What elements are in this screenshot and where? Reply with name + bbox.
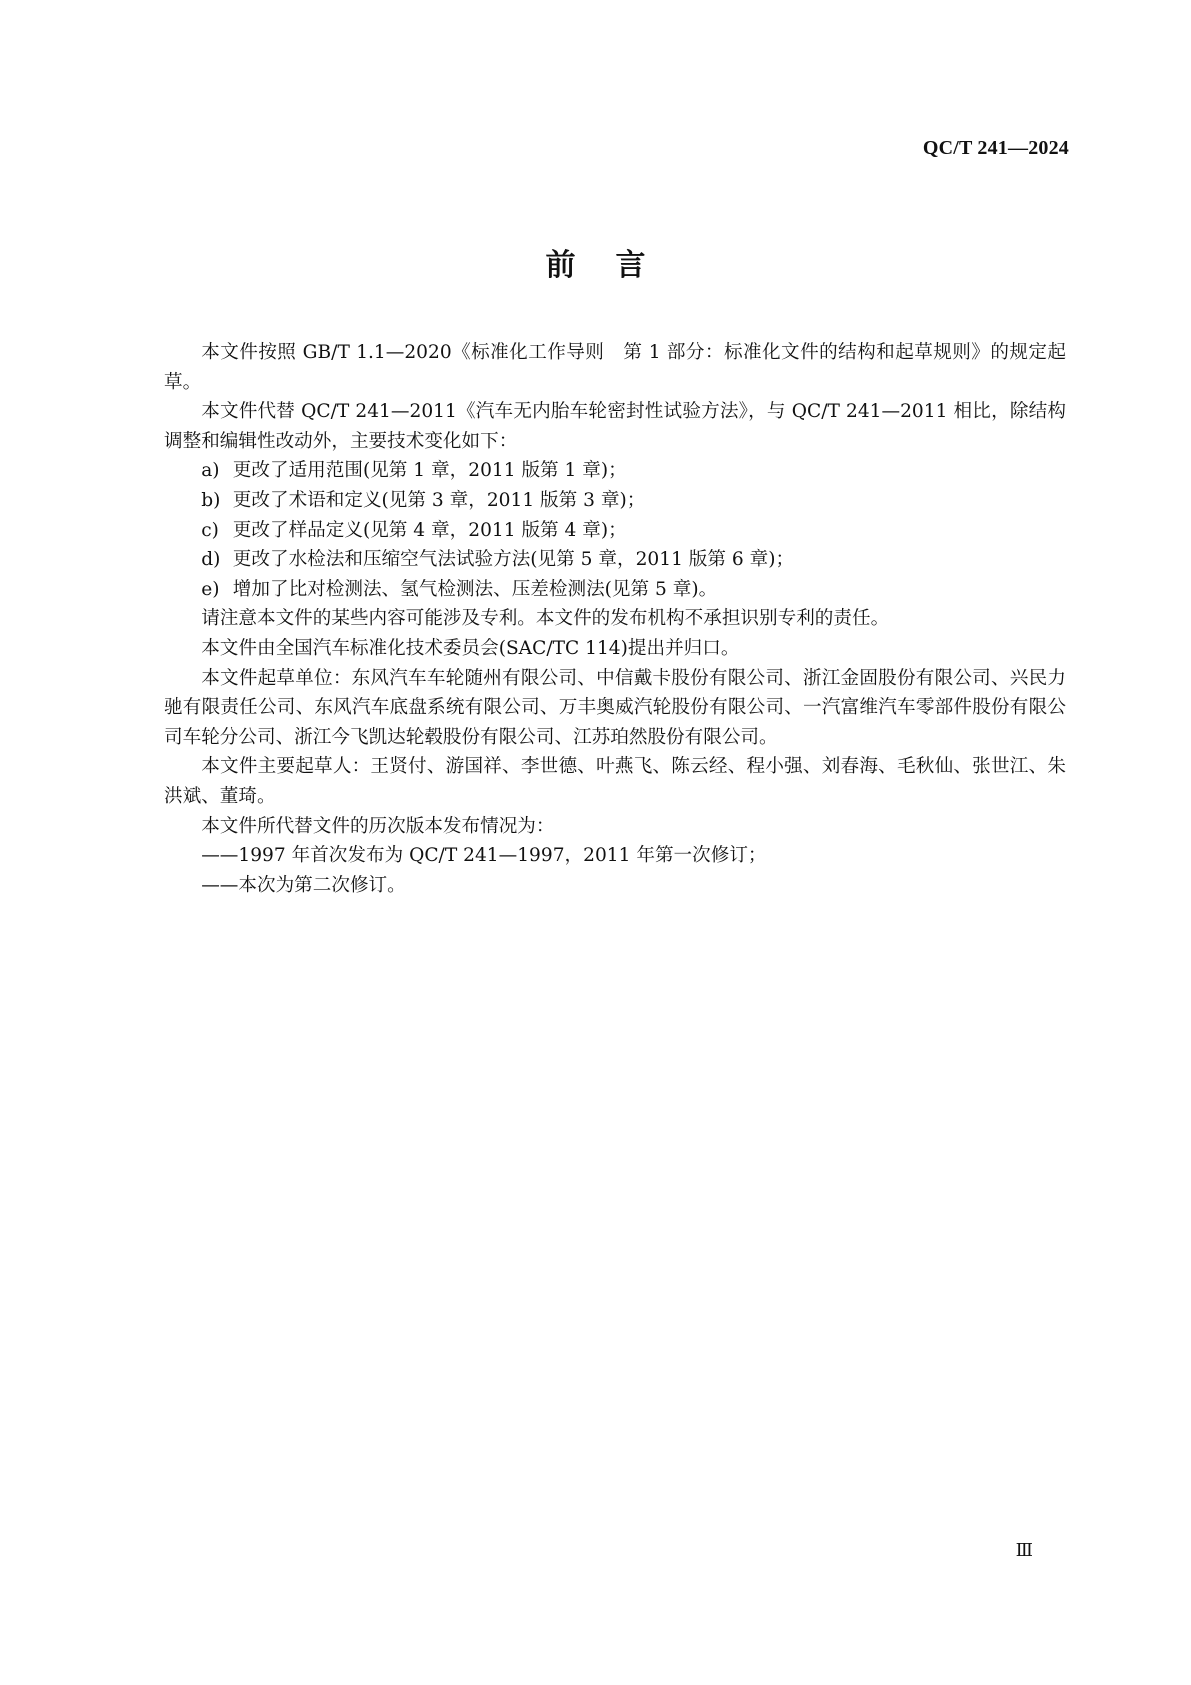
foreword-body xyxy=(164,338,1066,900)
drafters-paragraph: 本文件主要起草人：王贤付、游国祥、李世德、叶燕飞、陈云经、程小强、刘春海、毛秋仙、张世江、朱洪斌、董琦。 xyxy=(164,756,1066,807)
list-item xyxy=(164,486,1066,516)
drafting-basis-paragraph: 本文件按照 GB/T 1.1—2020《标准化工作导则 第 1 部分：标准化文件的结构和起草规则》的规定起草。 xyxy=(164,342,1066,393)
list-marker: a) xyxy=(201,460,220,482)
replacement-paragraph: 本文件代替 QC/T 241—2011《汽车无内胎车轮密封性试验方法》，与 QC/T 241—2011 相比，除结构调整和编辑性改动外，主要技术变化如下： xyxy=(164,401,1066,452)
history-intro: 本文件所代替文件的历次版本发布情况为： xyxy=(201,815,555,837)
list-marker: b) xyxy=(201,489,221,511)
list-item xyxy=(164,456,1066,486)
list-marker: c) xyxy=(201,519,219,541)
list-item xyxy=(164,575,1066,605)
list-marker: d) xyxy=(201,549,221,571)
list-item xyxy=(164,545,1066,575)
patent-notice: 请注意本文件的某些内容可能涉及专利。本文件的发布机构不承担识别专利的责任。 xyxy=(201,608,890,630)
document-code: QC/T 241—2024 xyxy=(922,137,1069,159)
list-item-text: 更改了水检法和压缩空气法试验方法(见第 5 章，2011 版第 6 章)； xyxy=(232,549,795,571)
list-marker: e) xyxy=(201,578,220,600)
list-item-text: 增加了比对检测法、氢气检测法、压差检测法(见第 5 章)。 xyxy=(232,578,718,600)
history-item: ——1997 年首次发布为 QC/T 241—1997，2011 年第一次修订； xyxy=(201,845,767,867)
list-item-text: 更改了术语和定义(见第 3 章，2011 版第 3 章)； xyxy=(232,489,646,511)
page-title: 前言 xyxy=(545,248,686,283)
drafting-units-paragraph: 本文件起草单位：东风汽车车轮随州有限公司、中信戴卡股份有限公司、浙江金固股份有限公司、兴民力驰有限责任公司、东风汽车底盘系统有限公司、万丰奥威汽轮股份有限公司、一汽富维汽车零部件股份有限公司车轮分公司、浙江今飞凯达轮毂股份有限公司、江苏珀然股份有限公司。 xyxy=(164,667,1066,748)
list-item xyxy=(164,516,1066,546)
proposer-paragraph: 本文件由全国汽车标准化技术委员会(SAC/TC 114)提出并归口。 xyxy=(201,637,740,659)
history-item: ——本次为第二次修订。 xyxy=(201,874,406,896)
list-item-text: 更改了样品定义(见第 4 章，2011 版第 4 章)； xyxy=(232,519,627,541)
changes-list xyxy=(164,456,1066,604)
list-item-text: 更改了适用范围(见第 1 章，2011 版第 1 章)； xyxy=(232,460,627,482)
page-number: Ⅲ xyxy=(1015,1540,1033,1560)
